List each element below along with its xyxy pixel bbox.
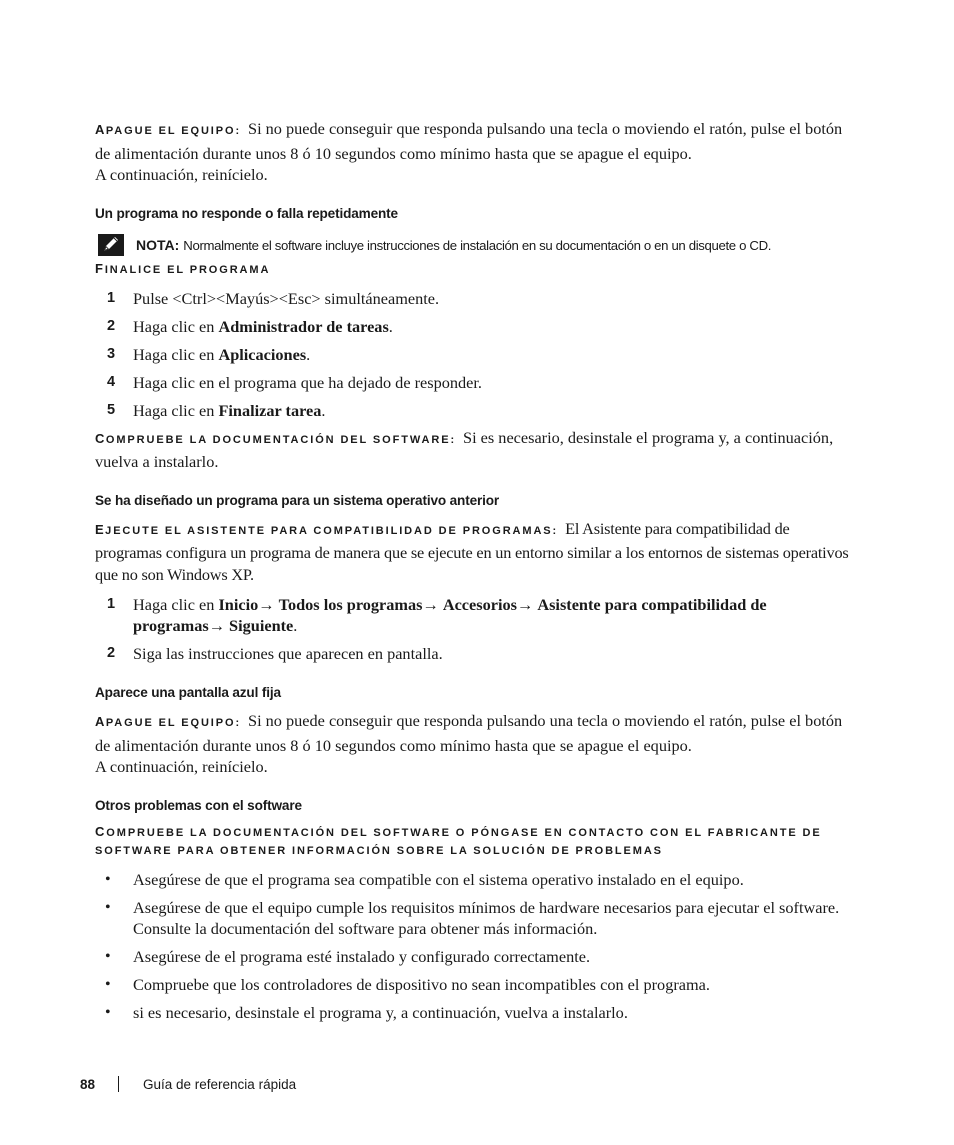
page-footer xyxy=(80,1076,296,1092)
apague-lead-2: APAGUE EL EQUIPO: xyxy=(95,714,242,729)
list-item: 2 Siga las instrucciones que aparecen en pantalla. xyxy=(107,644,443,663)
list-item: 3 Haga clic en Aplicaciones. xyxy=(107,344,311,364)
list-item: 1 Pulse <Ctrl><Mayús><Esc> simultáneamente. xyxy=(107,288,440,308)
subhead-finalice: FINALICE EL PROGRAMA xyxy=(95,260,271,276)
list-item: 5 Haga clic en Finalizar tarea. xyxy=(107,400,326,420)
list-item: 2 Haga clic en Administrador de tareas. xyxy=(107,316,393,336)
heading-programa-no-responde: Un programa no responde o falla repetidamente xyxy=(95,205,398,221)
footer-divider xyxy=(118,1076,119,1092)
apague-paragraph-2: APAGUE EL EQUIPO: Si no puede conseguir que responda pulsando una tecla o moviendo el ratón, pulse el botón de alimentación durante unos 8 ó 10 segundos como mínimo hasta que se apague el equipo. A continuación, reinícielo. xyxy=(95,711,843,776)
list-item: 4 Haga clic en el programa que ha dejado de responder. xyxy=(107,372,482,392)
page-content xyxy=(95,118,860,1023)
apague-paragraph: APAGUE EL EQUIPO: Si no puede conseguir que responda pulsando una tecla o moviendo el ratón, pulse el botón de alimentación durante unos 8 ó 10 segundos como mínimo hasta que se apague el equipo. A continuación, reinícielo. xyxy=(95,119,843,184)
ejecute-lead: EJECUTE EL ASISTENTE PARA COMPATIBILIDAD DE PROGRAMAS: xyxy=(95,521,559,537)
compruebe-paragraph: COMPRUEBE LA DOCUMENTACIÓN DEL SOFTWARE: Si es necesario, desinstale el programa y, a continuación, vuelva a instalarlo. xyxy=(95,427,834,471)
ejecute-paragraph: EJECUTE EL ASISTENTE PARA COMPATIBILIDAD DE PROGRAMAS: El Asistente para compatibilidad de programas configura un programa de manera que se ejecute en un entorno similar a los entornos de sistemas operativos que no son Windows XP. xyxy=(95,518,849,584)
steps-asistente xyxy=(95,594,860,664)
heading-otros-problemas: Otros problemas con el software xyxy=(95,797,302,813)
steps-finalice xyxy=(95,288,860,421)
footer-title: Guía de referencia rápida xyxy=(143,1076,297,1092)
list-item: • Asegúrese de el programa esté instalado y configurado correctamente. xyxy=(105,946,591,966)
heading-pantalla-azul: Aparece una pantalla azul fija xyxy=(95,685,281,700)
note-text: NOTA: Normalmente el software incluye instrucciones de instalación en su documentación o en un disquete o CD. xyxy=(136,236,772,253)
apague-lead: APAGUE EL EQUIPO: xyxy=(95,122,242,137)
note-box xyxy=(95,234,860,256)
list-item: • Compruebe que los controladores de dispositivo no sean incompatibles con el programa. xyxy=(105,974,710,994)
list-item: • Asegúrese de que el programa sea compatible con el sistema operativo instalado en el equipo. xyxy=(105,869,744,889)
compruebe-lead: COMPRUEBE LA DOCUMENTACIÓN DEL SOFTWARE: xyxy=(95,430,457,446)
note-label: NOTA: xyxy=(136,236,180,253)
heading-sistema-anterior: Se ha diseñado un programa para un sistema operativo anterior xyxy=(95,492,500,508)
bullets-otros xyxy=(95,869,860,1023)
pencil-note-icon xyxy=(98,234,124,256)
page-number: 88 xyxy=(80,1076,96,1092)
list-item: 1 Haga clic en Inicio→ Todos los programas→ Accesorios→ Asistente para compatibilidad de programas→ Siguiente. xyxy=(107,595,767,635)
subhead-compruebe-fabricante: COMPRUEBE LA DOCUMENTACIÓN DEL SOFTWARE O PÓNGASE EN CONTACTO CON EL FABRICANTE DE SOFTWARE PARA OBTENER INFORMACIÓN SOBRE LA SOLUCIÓN DE PROBLEMAS xyxy=(95,823,822,857)
list-item: • Asegúrese de que el equipo cumple los requisitos mínimos de hardware necesarios para ejecutar el software. Consulte la documentación del software para obtener más información. xyxy=(105,897,840,938)
list-item: • si es necesario, desinstale el programa y, a continuación, vuelva a instalarlo. xyxy=(105,1002,628,1022)
